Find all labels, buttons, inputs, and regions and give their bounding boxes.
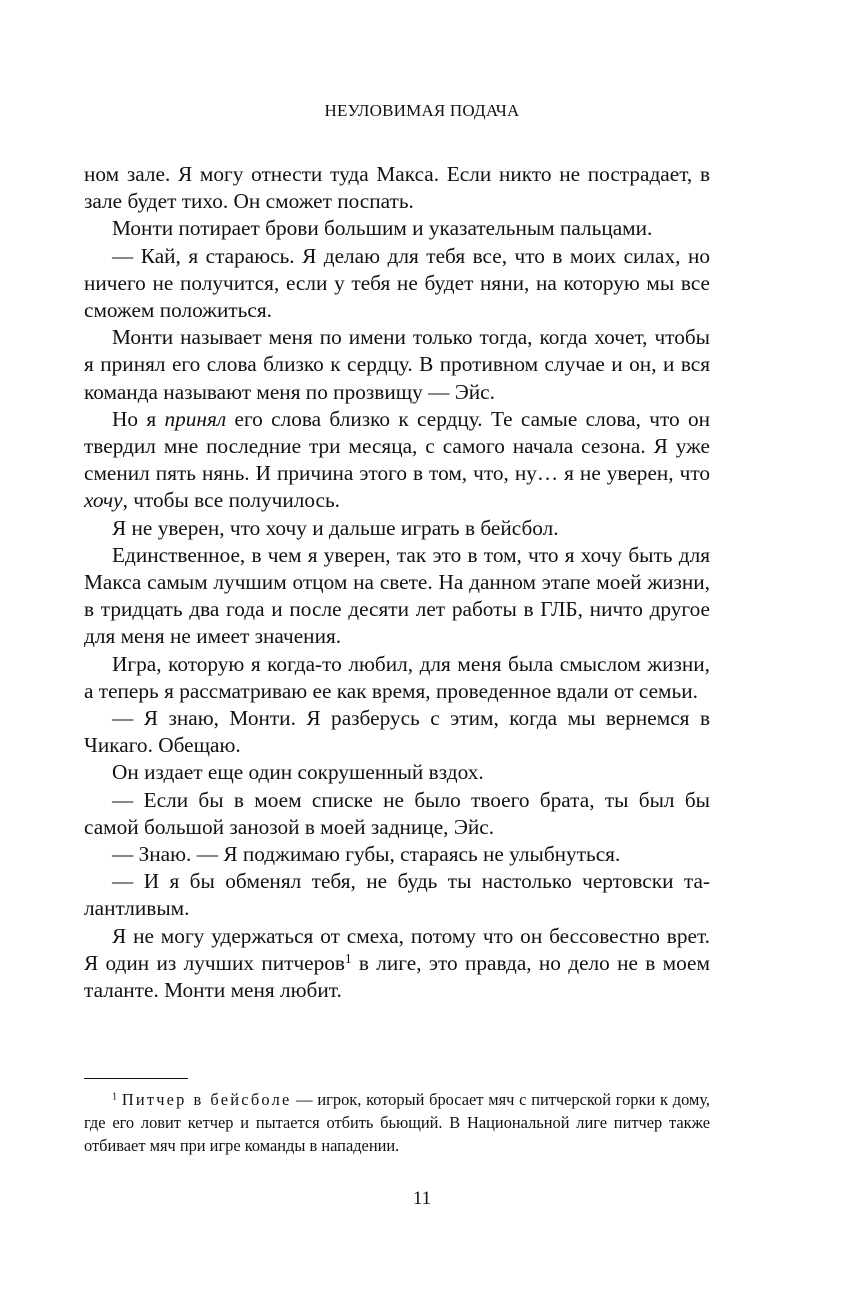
paragraph-5-emphasis: принял (164, 406, 227, 431)
footnote-text: — игрок, который бросает мяч с питчерской горки к дому, где его ловит кетчер и пытается отбить бьющий. В Национальной лиге питчер также отбивает мяч при игре команды в нападении. (84, 1090, 710, 1155)
paragraph-9: — Я знаю, Монти. Я разберусь с этим, когда мы вернемся в Чикаго. Обещаю. (84, 706, 710, 758)
paragraph-2: Монти потирает брови большим и указательным пальцами. (112, 216, 653, 241)
footnote-reference[interactable]: 1 (344, 950, 352, 966)
paragraph-14 (84, 923, 710, 1005)
paragraph-13: — И я бы обменял тебя, не будь ты настолько чертовски талантливым. (84, 869, 710, 921)
main-text (84, 161, 710, 1004)
paragraph-5 (84, 406, 710, 515)
page-number: 11 (412, 1188, 432, 1209)
paragraph-12: — Знаю. — Я поджимаю губы, стараясь не улыбнуться. (112, 842, 621, 867)
running-title: НЕУЛОВИМАЯ ПОДАЧА (324, 101, 520, 120)
paragraph-1: ном зале. Я могу отнести туда Макса. Если никто не пострадает, в зале будет тихо. Он сможет поспать. (84, 162, 710, 214)
paragraph-5-part-c: , чтобы все получилось. (122, 488, 341, 513)
paragraph-11: — Если бы в моем списке не было твоего брата, ты был бы самой большой занозой в моей заднице, Эйс. (84, 787, 710, 839)
paragraph-14-part-a: Я не могу удержаться от смеха, потому что он бессовестно врет. Я один из лучших питчеров (84, 923, 710, 975)
paragraph-5-part-b: его слова близко к сердцу. Те самые слова, что он твердил мне последние три месяца, с самого начала сезона. Я уже сменил пять нянь. И причина этого в том, что, ну… я не уверен, что (84, 406, 710, 486)
paragraph-5-emphasis-2: хочу (84, 488, 123, 513)
footnote (84, 1088, 710, 1157)
paragraph-5-part-a: Но я (112, 406, 165, 431)
paragraph-7: Единственное, в чем я уверен, так это в том, что я хочу быть для Макса самым лучшим отцом на свете. На данном этапе моей жизни, в тридцать два года и после десяти лет работы в ГЛБ, ничто другое для меня не имеет значения. (84, 542, 710, 649)
paragraph-6: Я не уверен, что хочу и дальше играть в бейсбол. (112, 515, 559, 540)
paragraph-10: Он издает еще один сокрушенный вздох. (112, 760, 484, 785)
paragraph-4: Монти называет меня по имени только тогда, когда хочет, чтобы я принял его слова близко к сердцу. В противном случае и он, и вся команда называют меня по прозвищу — Эйс. (84, 325, 710, 404)
paragraph-8: Игра, которую я когда-то любил, для меня была смыслом жизни, а теперь я рассматриваю ее как время, проведенное вдали от семьи. (84, 651, 710, 703)
footnote-divider (84, 1078, 188, 1079)
paragraph-3: — Кай, я стараюсь. Я делаю для тебя все, что в моих силах, но ничего не получится, если у тебя не будет няни, на которую мы все сможем положиться. (84, 243, 710, 323)
footnote-marker: 1 (112, 1091, 118, 1103)
footnote-term: Питчер в бейсболе (121, 1090, 292, 1109)
paragraph-14-part-b: в лиге, это правда, но дело не в моем таланте. Монти меня любит. (84, 950, 710, 1003)
